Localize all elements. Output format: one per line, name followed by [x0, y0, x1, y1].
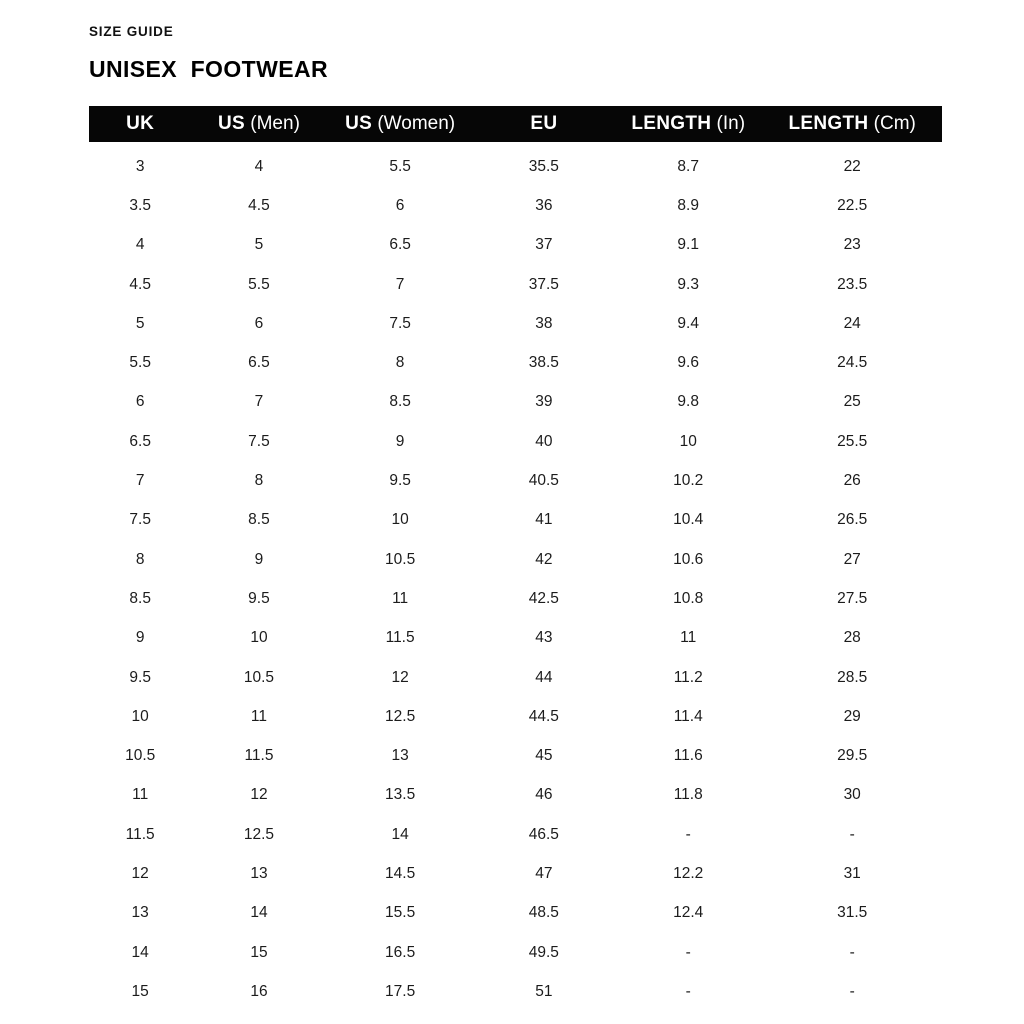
column-header-label: LENGTH [631, 113, 712, 134]
cell-length-cm: 31 [843, 864, 861, 882]
cell-length-cm: 23 [843, 236, 861, 254]
cell-eu: 51 [535, 982, 553, 1000]
cell-us-women: 12 [391, 668, 409, 686]
cell-us-women: 13.5 [385, 786, 416, 804]
cell-length-in: 10.8 [673, 589, 704, 607]
cell-uk: 6 [135, 393, 145, 411]
cell-eu: 49.5 [528, 943, 559, 961]
column-header-length-cm [762, 113, 942, 135]
cell-us-men: 9.5 [248, 589, 270, 607]
cell-eu: 46 [535, 786, 553, 804]
cell-eu: 43 [535, 629, 553, 647]
column-header-us-men [191, 113, 326, 135]
cell-uk: 3 [135, 157, 145, 175]
cell-uk: 5 [135, 314, 145, 332]
cell-uk: 5.5 [129, 354, 151, 372]
cell-length-in: - [685, 982, 691, 1000]
cell-length-in: 11.6 [673, 747, 703, 765]
cell-us-men: 6 [254, 314, 264, 332]
cell-length-cm: 24.5 [837, 354, 868, 372]
cell-uk: 4 [135, 236, 145, 254]
cell-length-in: - [685, 943, 691, 961]
cell-us-men: 9 [254, 550, 264, 568]
cell-us-men: 4 [254, 157, 264, 175]
cell-us-men: 5 [254, 236, 264, 254]
cell-length-in: 10 [679, 432, 697, 450]
cell-us-men: 14 [250, 904, 268, 922]
cell-us-men: 6.5 [248, 354, 270, 372]
cell-us-women: 9.5 [389, 472, 411, 490]
table-row [89, 304, 942, 343]
column-header-unit: (Men) [245, 113, 300, 134]
cell-uk: 7 [135, 472, 145, 490]
cell-length-in: 9.8 [677, 393, 699, 411]
cell-eu: 44.5 [528, 707, 559, 725]
column-header-us-women [327, 113, 474, 135]
table-row [89, 776, 942, 815]
column-header-eu [474, 113, 614, 135]
cell-length-in: 9.3 [677, 275, 699, 293]
cell-length-cm: 26.5 [837, 511, 868, 529]
cell-uk: 4.5 [129, 275, 151, 293]
cell-length-in: 8.7 [677, 157, 699, 175]
cell-eu: 37 [535, 236, 553, 254]
cell-us-women: 6.5 [389, 236, 411, 254]
cell-us-men: 11 [250, 707, 267, 725]
cell-us-men: 4.5 [248, 196, 270, 214]
cell-length-cm: 25.5 [837, 432, 868, 450]
cell-eu: 41 [535, 511, 553, 529]
cell-length-cm: 24 [843, 314, 861, 332]
cell-length-cm: 25 [843, 393, 861, 411]
table-row [89, 658, 942, 697]
cell-us-men: 13 [250, 864, 268, 882]
cell-us-men: 10 [250, 629, 268, 647]
cell-uk: 8 [135, 550, 145, 568]
cell-length-cm: 31.5 [837, 904, 868, 922]
column-header-unit: (In) [711, 113, 746, 134]
cell-uk: 9.5 [129, 668, 151, 686]
column-header-label: US [345, 113, 373, 134]
cell-eu: 35.5 [528, 157, 559, 175]
cell-length-cm: 26 [843, 472, 861, 490]
column-header-unit: (Cm) [868, 113, 916, 134]
table-row [89, 736, 942, 775]
cell-us-men: 10.5 [243, 668, 275, 686]
cell-uk: 9 [135, 629, 145, 647]
cell-us-women: 11 [392, 589, 409, 607]
column-header-uk [89, 113, 191, 135]
page-title: UNISEX FOOTWEAR [89, 56, 328, 82]
cell-us-women: 14 [391, 825, 409, 843]
cell-length-in: 10.6 [673, 550, 704, 568]
size-table [89, 106, 942, 1012]
cell-length-cm: 22.5 [837, 196, 868, 214]
cell-eu: 48.5 [528, 904, 559, 922]
cell-eu: 36 [535, 196, 553, 214]
table-body [89, 147, 942, 1012]
cell-uk: 14 [131, 943, 149, 961]
cell-us-women: 7.5 [389, 314, 411, 332]
cell-us-women: 16.5 [385, 943, 416, 961]
cell-us-men: 7.5 [248, 432, 270, 450]
cell-us-men: 8 [254, 472, 264, 490]
cell-us-men: 5.5 [248, 275, 270, 293]
cell-eu: 45 [535, 747, 553, 765]
cell-eu: 40.5 [528, 472, 559, 490]
cell-uk: 8.5 [129, 589, 151, 607]
cell-us-women: 5.5 [389, 157, 411, 175]
cell-eu: 37.5 [528, 275, 559, 293]
column-header-label: EU [530, 113, 558, 134]
cell-length-in: 9.1 [677, 236, 699, 254]
cell-us-women: 11.5 [385, 629, 415, 647]
cell-length-cm: - [849, 982, 855, 1000]
cell-us-women: 8.5 [389, 393, 411, 411]
cell-us-women: 13 [391, 747, 409, 765]
cell-uk: 11.5 [125, 825, 155, 843]
cell-eu: 38.5 [528, 354, 559, 372]
cell-us-women: 10 [391, 511, 409, 529]
cell-eu: 44 [535, 668, 553, 686]
cell-length-in: 9.6 [677, 354, 699, 372]
cell-us-women: 9 [395, 432, 405, 450]
cell-eu: 38 [535, 314, 553, 332]
table-row [89, 422, 942, 461]
cell-us-women: 12.5 [385, 707, 416, 725]
cell-us-men: 16 [250, 982, 268, 1000]
table-row [89, 383, 942, 422]
column-header-label: US [218, 113, 245, 134]
cell-uk: 7.5 [129, 511, 151, 529]
size-guide-kicker: SIZE GUIDE [89, 24, 174, 39]
column-header-label: UK [126, 113, 155, 134]
cell-uk: 10 [131, 707, 149, 725]
cell-length-in: - [685, 825, 691, 843]
cell-eu: 39 [535, 393, 553, 411]
table-row [89, 226, 942, 265]
cell-eu: 42.5 [528, 589, 559, 607]
cell-us-men: 12 [250, 786, 268, 804]
table-row [89, 461, 942, 500]
table-row [89, 540, 942, 579]
table-row [89, 933, 942, 972]
cell-length-in: 8.9 [677, 196, 699, 214]
cell-length-cm: - [849, 825, 855, 843]
table-row [89, 579, 942, 618]
table-row [89, 186, 942, 225]
cell-length-in: 11.2 [673, 668, 703, 686]
cell-uk: 6.5 [129, 432, 151, 450]
cell-length-in: 12.4 [673, 904, 704, 922]
cell-length-in: 10.2 [673, 472, 704, 490]
cell-us-women: 15.5 [385, 904, 416, 922]
table-row [89, 697, 942, 736]
cell-length-cm: 30 [843, 786, 861, 804]
cell-length-cm: 28 [843, 629, 861, 647]
cell-eu: 40 [535, 432, 553, 450]
table-row [89, 501, 942, 540]
cell-length-cm: 29.5 [837, 747, 868, 765]
cell-length-in: 10.4 [673, 511, 704, 529]
cell-us-women: 8 [395, 354, 405, 372]
cell-uk: 10.5 [125, 747, 156, 765]
table-row [89, 894, 942, 933]
cell-length-cm: 29 [843, 707, 861, 725]
table-row [89, 147, 942, 186]
cell-length-in: 11.8 [673, 786, 703, 804]
cell-eu: 47 [535, 864, 553, 882]
cell-us-women: 17.5 [385, 982, 416, 1000]
cell-length-in: 12.2 [673, 864, 704, 882]
cell-us-men: 12.5 [243, 825, 275, 843]
cell-us-women: 6 [395, 196, 405, 214]
table-row [89, 343, 942, 382]
cell-length-cm: 27 [843, 550, 861, 568]
table-row [89, 854, 942, 893]
table-header-row [89, 106, 942, 142]
cell-eu: 42 [535, 550, 553, 568]
cell-us-men: 8.5 [248, 511, 270, 529]
cell-length-in: 11 [680, 629, 697, 647]
cell-uk: 11 [132, 786, 149, 804]
cell-us-women: 14.5 [385, 864, 416, 882]
cell-length-in: 9.4 [677, 314, 699, 332]
cell-uk: 12 [131, 864, 149, 882]
cell-length-cm: 23.5 [837, 275, 868, 293]
column-header-unit: (Women) [372, 113, 456, 134]
cell-uk: 13 [131, 904, 149, 922]
cell-us-women: 7 [395, 275, 405, 293]
cell-us-men: 7 [254, 393, 264, 411]
cell-us-men: 11.5 [244, 747, 274, 765]
table-row [89, 619, 942, 658]
cell-length-cm: 22 [843, 157, 861, 175]
cell-eu: 46.5 [528, 825, 559, 843]
column-header-label: LENGTH [788, 113, 869, 134]
cell-length-in: 11.4 [673, 707, 703, 725]
table-row [89, 815, 942, 854]
cell-uk: 15 [131, 982, 149, 1000]
table-row [89, 972, 942, 1011]
table-row [89, 265, 942, 304]
cell-us-men: 15 [250, 943, 268, 961]
cell-us-women: 10.5 [385, 550, 416, 568]
cell-uk: 3.5 [129, 196, 151, 214]
cell-length-cm: - [849, 943, 855, 961]
column-header-length-in [614, 113, 762, 135]
cell-length-cm: 27.5 [837, 589, 868, 607]
cell-length-cm: 28.5 [837, 668, 868, 686]
